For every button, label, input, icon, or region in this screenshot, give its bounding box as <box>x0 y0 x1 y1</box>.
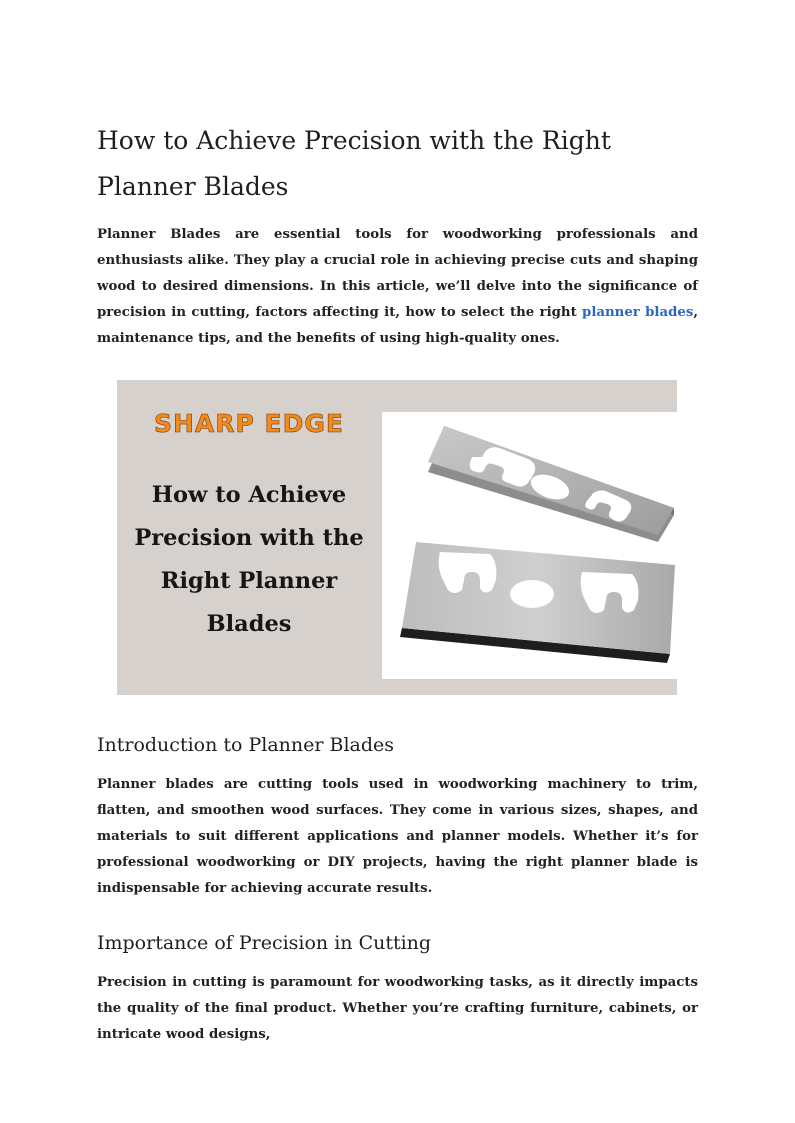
section-paragraph-importance: Precision in cutting is paramount for woodworking tasks, as it directly impacts the quality of the final product. Whether you’re crafting furniture, cabinets, or intricate wood designs, <box>97 975 698 1042</box>
hero-banner-image <box>117 380 677 695</box>
intro-text-start: Planner Blades are essential tools for woodworking professionals and enthusiasts alike. They play a crucial role in achieving precise cuts and shaping wood to desired dimensions. In this article, we’ll delve into the significance of precision in cutting, factors affecting it, how to select the right <box>97 227 698 320</box>
upper-blade <box>428 426 674 542</box>
section-paragraph-introduction: Planner blades are cutting tools used in woodworking machinery to trim, flatten, and smoothen wood surfaces. They come in various sizes, shapes, and materials to suit different applications and planner models. Whether it’s for professional woodworking or DIY projects, having the right planner blade is indispensable for achieving accurate results. <box>97 777 698 896</box>
planer-blades-photo <box>382 412 677 679</box>
planer-blades-illustration <box>382 412 677 679</box>
hero-title-line: Right Planner <box>160 568 338 594</box>
planner-blades-link[interactable]: planner blades <box>582 305 694 320</box>
hero-text-panel <box>117 380 381 695</box>
brand-logo: SHARP EDGE <box>154 409 344 438</box>
intro-paragraph <box>97 222 698 352</box>
section-heading-importance: Importance of Precision in Cutting <box>97 932 432 954</box>
hero-title-line: How to Achieve <box>151 482 347 508</box>
page-title: How to Achieve Precision with the Right Planner Blades <box>97 126 611 201</box>
hero-title-line: Precision with the <box>134 525 364 551</box>
hero-title-line: Blades <box>206 611 292 637</box>
lower-blade <box>400 542 675 663</box>
intro-text-end: , maintenance tips, and the benefits of using high-quality ones. <box>97 305 698 346</box>
section-heading-introduction: Introduction to Planner Blades <box>97 734 395 756</box>
hero-title <box>117 474 381 646</box>
